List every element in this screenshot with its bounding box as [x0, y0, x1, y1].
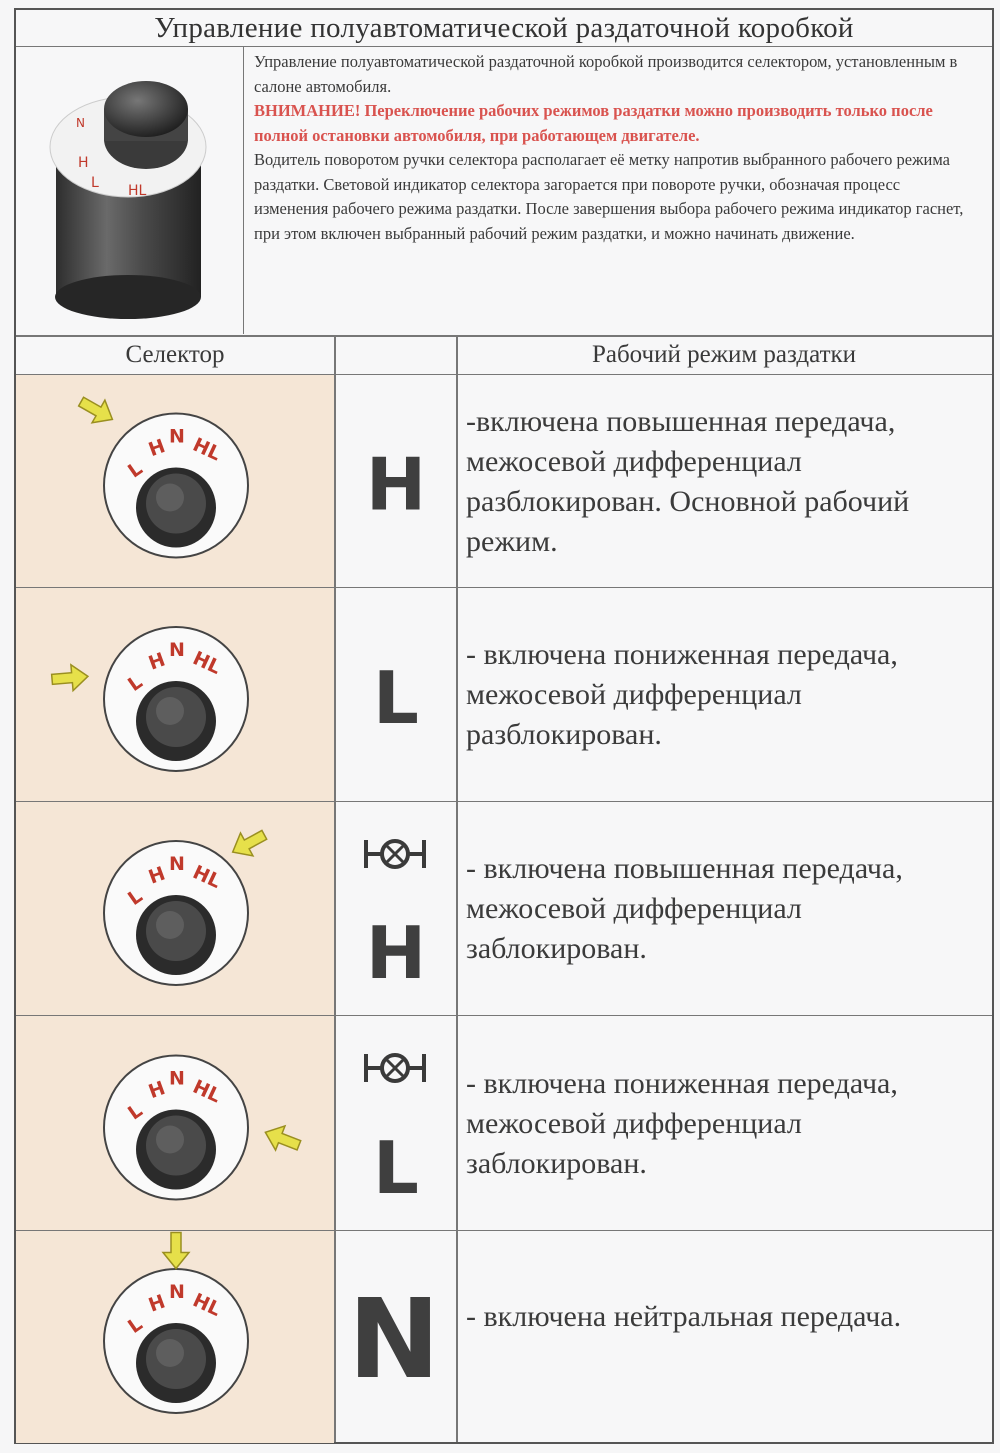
instruction-sheet: [14, 8, 994, 1444]
yellow-arrow-icon: [163, 1233, 189, 1269]
svg-text:HL: HL: [189, 647, 225, 679]
dial-label: L: [91, 175, 99, 191]
svg-text:L: L: [123, 1099, 147, 1125]
svg-text:H: H: [145, 1077, 169, 1104]
mode-symbol: [336, 802, 456, 1016]
yellow-arrow-icon: [75, 390, 119, 430]
intro-paragraph: Управление полуавтоматической раздаточной коробкой производится селектором, установленным в салоне автомобиля.: [254, 52, 958, 96]
table-row: [16, 587, 992, 802]
mode-description: - включена нейтральная передача.: [466, 1300, 902, 1333]
svg-text:HL: HL: [189, 433, 225, 466]
svg-text:N: N: [169, 853, 185, 875]
svg-text:N: N: [169, 425, 185, 448]
warning-text: ВНИМАНИЕ! Переключение рабочих режимов раздатки можно производить только после полной остановки автомобиля, при работающем двигателе.: [254, 101, 933, 145]
svg-text:H: H: [145, 1290, 169, 1317]
svg-text:N: N: [169, 1067, 185, 1090]
svg-text:N: N: [169, 1281, 185, 1303]
mode-symbol: [336, 1016, 456, 1231]
svg-text:HL: HL: [189, 1075, 225, 1108]
mode-letter: L: [373, 1126, 419, 1210]
mode-symbol: [336, 1231, 456, 1443]
dial-label: H: [78, 155, 89, 171]
dial-label: HL: [128, 183, 147, 199]
mode-description: - включена пониженная передача, межосевой дифференциал заблокирован.: [466, 1066, 898, 1180]
diff-lock-icon: [366, 840, 424, 868]
svg-text:N: N: [169, 639, 185, 661]
table-row: [16, 801, 992, 1016]
svg-text:HL: HL: [189, 1289, 225, 1321]
page-title: Управление полуавтоматической раздаточной коробкой: [16, 10, 992, 47]
table-row: [16, 374, 992, 588]
yellow-arrow-icon: [51, 663, 89, 692]
intro-paragraph: Водитель поворотом ручки селектора располагает её метку напротив выбранного рабочего режима раздатки. Световой индикатор селектора загорается при повороте ручки, обозначая процесс изменения рабочего режима раздатки. После завершения выбора рабочего режима индикатор гаснет, при этом включен выбранный рабочий режим раздатки, и можно начинать движение.: [254, 150, 964, 243]
selector-photo: [16, 47, 244, 334]
svg-text:H: H: [145, 648, 169, 675]
selector-image: [16, 588, 334, 802]
selector-image: [16, 802, 334, 1016]
selector-image: [16, 1231, 334, 1443]
svg-text:H: H: [145, 862, 169, 889]
mode-column-header: Рабочий режим раздатки: [591, 341, 857, 368]
svg-text:L: L: [123, 885, 147, 911]
selector-column-header: Селектор: [125, 341, 225, 368]
svg-text:H: H: [145, 435, 169, 462]
intro-text: [254, 50, 974, 246]
selector-image: [16, 375, 334, 588]
selector-image: [16, 1016, 334, 1231]
mode-description: - включена пониженная передача, межосевой дифференциал разблокирован.: [466, 638, 898, 751]
dial-label: N: [76, 116, 85, 130]
yellow-arrow-icon: [226, 823, 270, 863]
svg-text:L: L: [123, 457, 147, 483]
mode-letter: H: [365, 911, 427, 995]
table-row: [16, 1230, 992, 1443]
svg-text:HL: HL: [189, 861, 225, 893]
svg-text:L: L: [123, 1313, 147, 1339]
mode-letter: H: [365, 442, 427, 527]
svg-text:L: L: [123, 671, 147, 697]
table-row: [16, 1015, 992, 1231]
mode-description: -включена повышенная передача, межосевой дифференциал разблокирован. Основной рабочий режим.: [466, 404, 910, 558]
mode-letter: N: [347, 1275, 441, 1403]
mode-symbol: [336, 375, 456, 588]
mode-symbol: [336, 588, 456, 802]
diff-lock-icon: [366, 1054, 424, 1082]
mode-description: - включена повышенная передача, межосевой дифференциал заблокирован.: [466, 852, 903, 965]
yellow-arrow-icon: [261, 1120, 304, 1157]
mode-letter: L: [373, 656, 419, 740]
